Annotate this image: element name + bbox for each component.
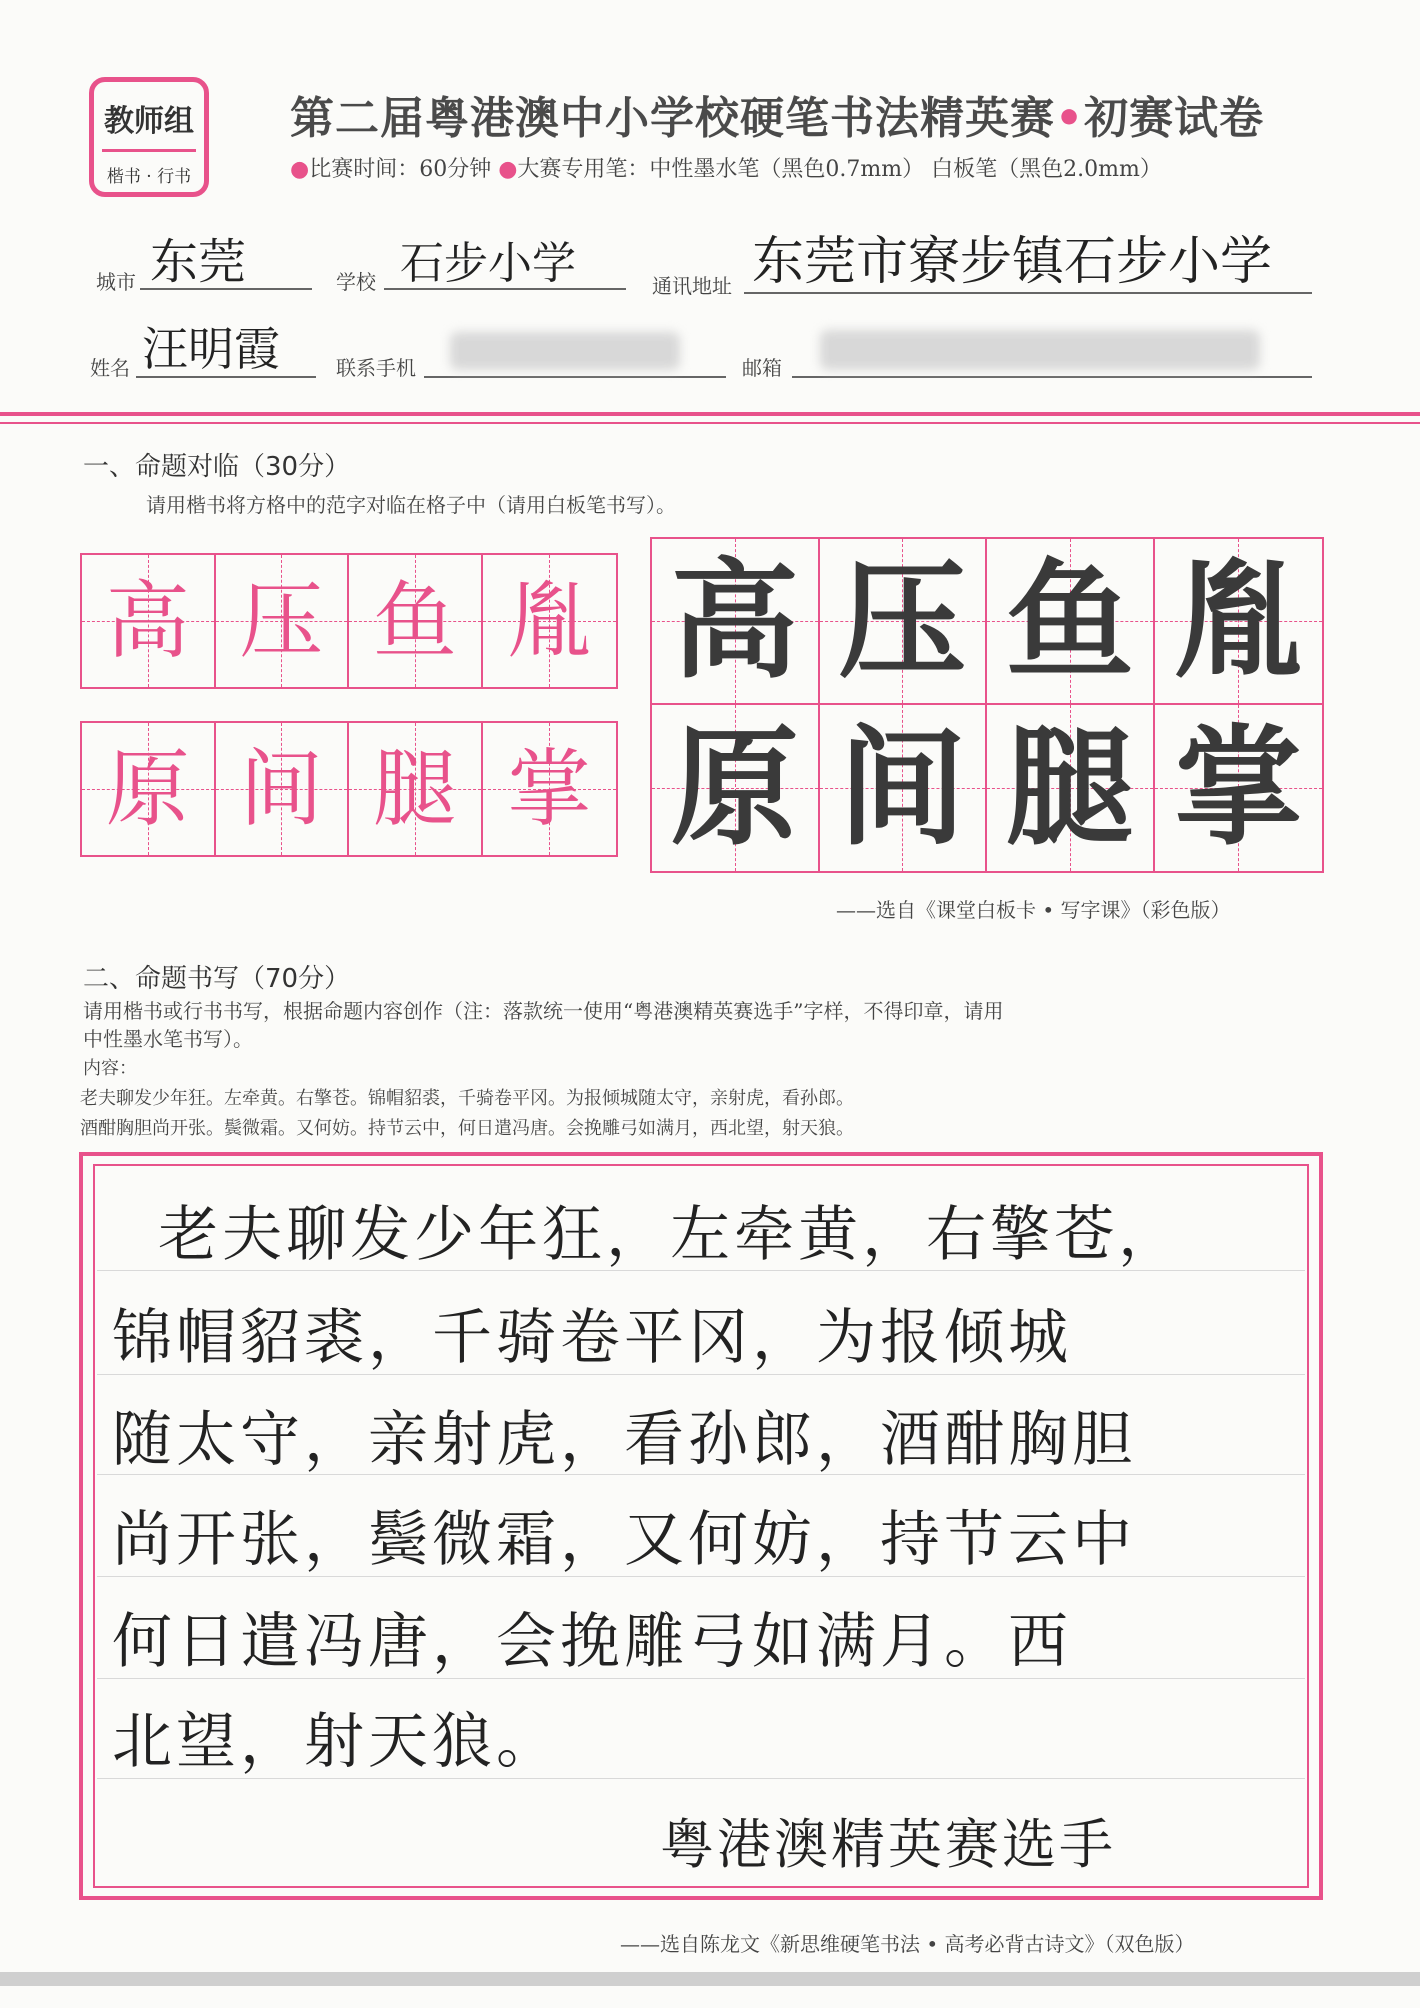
model-cell	[820, 705, 988, 871]
ruled-line	[97, 1270, 1305, 1271]
email-line	[792, 376, 1312, 378]
grid-cell[interactable]	[483, 723, 617, 855]
written-line: 何日遣冯唐，会挽雕弓如满月。西	[112, 1607, 1072, 1677]
badge-title: 教师组	[102, 96, 196, 152]
student-char: 胤	[507, 572, 592, 670]
student-char: 腿	[372, 740, 457, 838]
model-cell	[1155, 539, 1323, 705]
exam-meta	[290, 152, 1162, 183]
email-label: 邮箱	[742, 356, 782, 380]
section2-instruction-line1: 请用楷书或行书书写，根据命题内容创作（注：落款统一使用“粤港澳精英赛选手”字样，不得印章，请用	[83, 999, 1004, 1023]
student-char: 高	[105, 572, 190, 670]
grid-cell[interactable]	[216, 723, 350, 855]
content-label: 内容：	[83, 1058, 137, 1079]
model-cell	[820, 539, 988, 705]
title-dot: •	[1055, 93, 1085, 144]
badge-subtitle: 楷书 · 行书	[106, 167, 192, 187]
header-divider	[0, 412, 1420, 416]
ruled-line	[97, 1576, 1305, 1577]
ruled-line	[97, 1374, 1305, 1375]
phone-line	[424, 376, 726, 378]
model-cell	[652, 705, 820, 871]
written-line: 随太守，亲射虎，看孙郎，酒酣胸胆	[112, 1405, 1136, 1475]
exam-pen: 大赛专用笔：中性墨水笔（黑色0.7mm） 白板笔（黑色2.0mm）	[517, 157, 1162, 182]
address-field[interactable]: 东莞市寮步镇石步小学	[752, 232, 1273, 292]
group-badge	[89, 77, 209, 197]
model-char: 压	[838, 546, 967, 696]
section2-title: 二、命题书写（70分）	[83, 964, 351, 994]
student-grid-row1[interactable]	[80, 553, 618, 689]
student-char: 鱼	[372, 572, 457, 670]
grid-cell[interactable]	[82, 723, 216, 855]
email-field[interactable]	[820, 330, 1260, 370]
model-char: 腿	[1005, 713, 1134, 863]
address-label: 通讯地址	[652, 274, 732, 298]
written-line: 老夫聊发少年狂，左牵黄，右擎苍，	[112, 1200, 1183, 1270]
model-cell	[987, 705, 1155, 871]
model-char: 原	[670, 713, 799, 863]
name-line	[136, 376, 316, 378]
section1-title: 一、命题对临（30分）	[83, 452, 351, 482]
grid-cell[interactable]	[483, 555, 617, 687]
grid-cell[interactable]	[349, 555, 483, 687]
written-line: 锦帽貂裘，千骑卷平冈，为报倾城	[112, 1303, 1072, 1373]
name-label: 姓名	[90, 356, 130, 380]
content-line2: 酒酣胸胆尚开张。鬓微霜。又何妨。持节云中，何日遣冯唐。会挽雕弓如满月，西北望，射天狼。	[80, 1118, 854, 1139]
grid-cell[interactable]	[216, 555, 350, 687]
name-field[interactable]: 汪明霞	[142, 322, 280, 376]
ruled-line	[97, 1678, 1305, 1679]
model-char: 高	[670, 546, 799, 696]
signature: 粤港澳精英赛选手	[660, 1813, 1116, 1876]
address-line	[744, 292, 1312, 294]
model-char: 掌	[1174, 713, 1303, 863]
header-divider-thin	[0, 422, 1420, 424]
title-main: 第二届粤港澳中小学校硬笔书法精英赛	[290, 93, 1055, 144]
title-suffix: 初赛试卷	[1084, 93, 1265, 144]
grid-cell[interactable]	[349, 723, 483, 855]
model-cell	[987, 539, 1155, 705]
student-char: 原	[105, 740, 190, 838]
model-char: 鱼	[1005, 546, 1134, 696]
model-cell	[1155, 705, 1323, 871]
student-char: 掌	[507, 740, 592, 838]
section1-instruction: 请用楷书将方格中的范字对临在格子中（请用白板笔书写）。	[146, 493, 676, 517]
grid-cell[interactable]	[82, 555, 216, 687]
exam-time: 比赛时间：60分钟	[309, 157, 492, 182]
student-grid-row2[interactable]	[80, 721, 618, 857]
model-char: 间	[838, 713, 967, 863]
city-field[interactable]: 东莞	[150, 234, 247, 290]
model-char: 胤	[1174, 546, 1303, 696]
student-char: 压	[239, 572, 324, 670]
section2-instruction-line2: 中性墨水笔书写）。	[83, 1027, 253, 1051]
content-line1: 老夫聊发少年狂。左牵黄。右擎苍。锦帽貂裘，千骑卷平冈。为报倾城随太守，亲射虎，看孙郎。	[80, 1088, 854, 1109]
scan-edge	[0, 1972, 1420, 1986]
model-cell	[652, 539, 820, 705]
section1-credit: ——选自《课堂白板卡 • 写字课》（彩色版）	[836, 898, 1231, 922]
phone-label: 联系手机	[336, 356, 416, 380]
bullet-icon: ●	[498, 157, 518, 182]
page-title	[290, 82, 1264, 146]
student-char: 间	[239, 740, 324, 838]
written-line: 尚开张，鬓微霜，又何妨，持节云中	[112, 1505, 1136, 1575]
section2-credit: ——选自陈龙文《新思维硬笔书法 • 高考必背古诗文》（双色版）	[620, 1932, 1195, 1956]
bullet-icon: ●	[290, 157, 310, 182]
school-field[interactable]: 石步小学	[400, 238, 576, 289]
school-label: 学校	[336, 270, 376, 294]
model-grid	[650, 537, 1324, 873]
written-line: 北望，射天狼。	[112, 1707, 560, 1777]
city-label: 城市	[96, 270, 136, 294]
phone-field[interactable]	[450, 332, 680, 370]
ruled-line	[97, 1778, 1305, 1779]
